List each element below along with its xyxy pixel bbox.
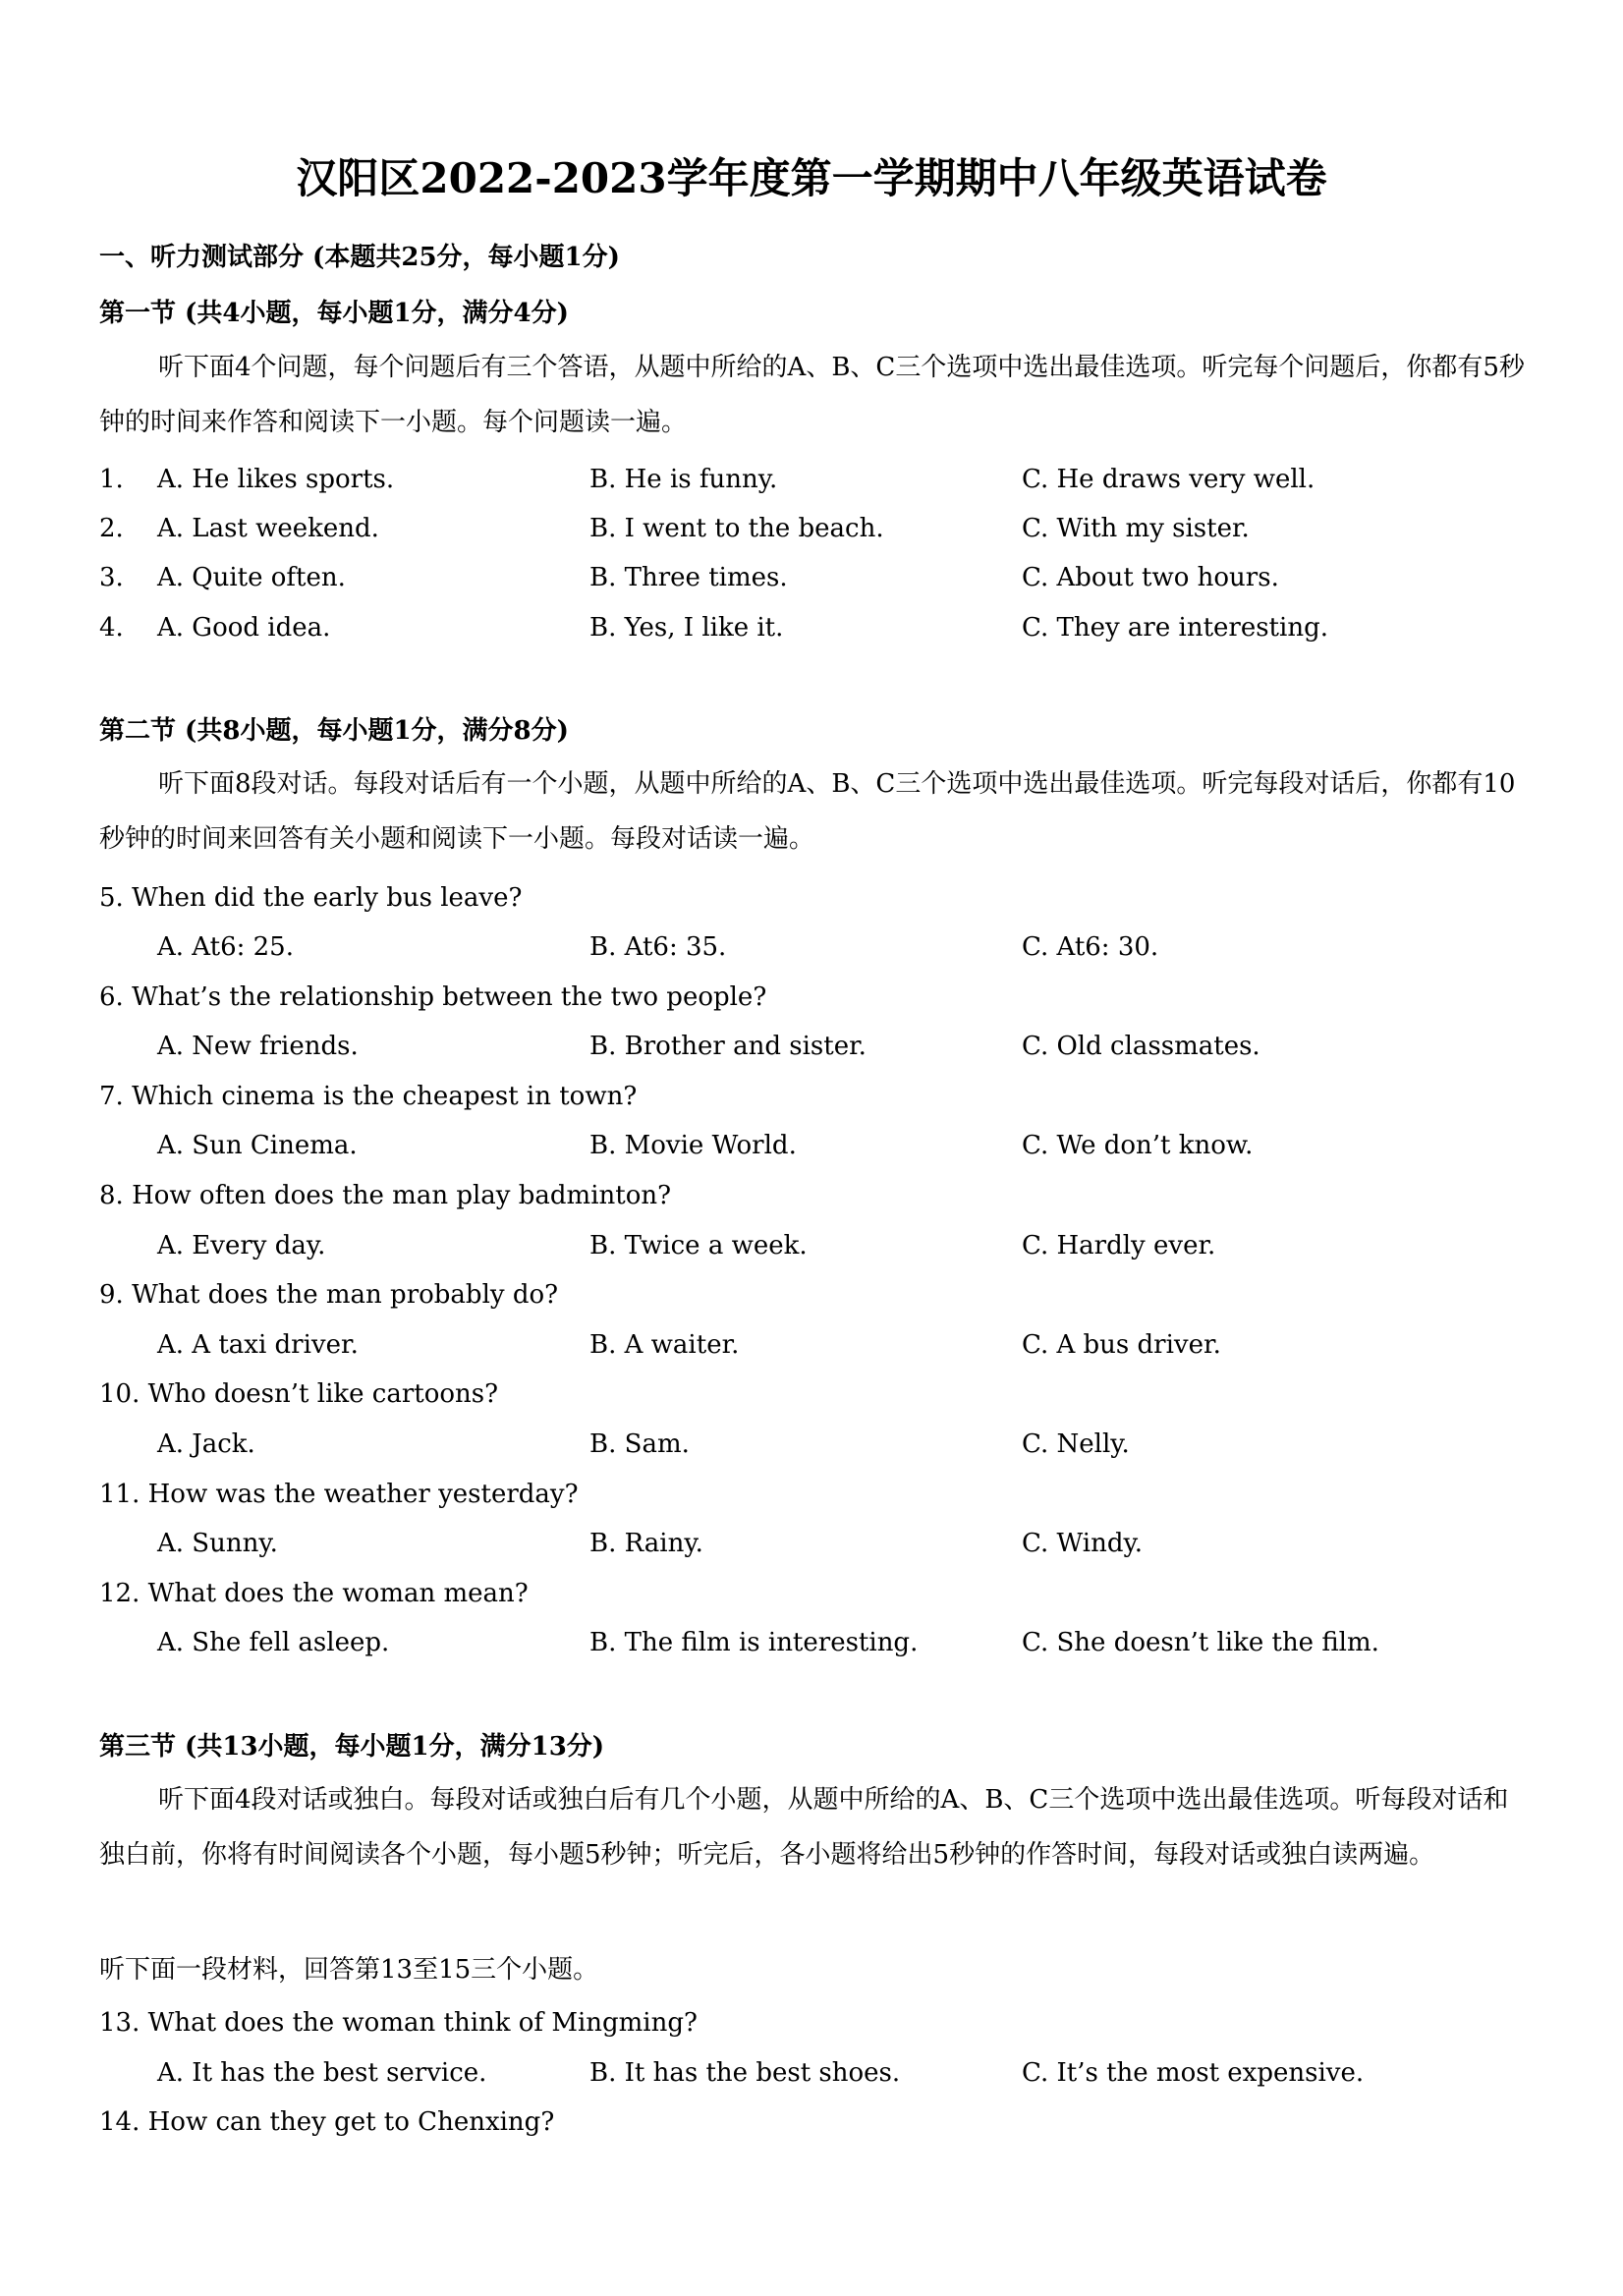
option-b: B. I went to the beach.	[589, 514, 884, 543]
option-b: B. Yes, I like it.	[589, 613, 784, 643]
option-b: B. He is funny.	[589, 465, 778, 494]
question-13: 13. What does the woman think of Mingming?	[99, 2008, 698, 2038]
material-note: 听下面一段材料，回答第13至15三个小题。	[99, 1955, 599, 1985]
option-c: C. He draws very well.	[1022, 465, 1315, 494]
option-a: A. Every day.	[157, 1231, 326, 1260]
options-12	[0, 1625, 1623, 1664]
option-c: C. A bus driver.	[1022, 1330, 1221, 1360]
question-number: 3.	[99, 563, 124, 592]
option-c: C. She doesn’t like the film.	[1022, 1628, 1379, 1657]
option-a: A. It has the best service.	[157, 2058, 487, 2088]
question-number: 4.	[99, 613, 124, 643]
section3-heading: 第三节 (共13小题，每小题1分，满分13分)	[99, 1732, 605, 1762]
options-10	[0, 1427, 1623, 1466]
option-a: A. Quite often.	[157, 563, 346, 592]
option-c: C. They are interesting.	[1022, 613, 1328, 643]
option-c: C. It’s the most expensive.	[1022, 2058, 1365, 2088]
option-b: B. A waiter.	[589, 1330, 740, 1360]
option-a: A. Sunny.	[157, 1529, 278, 1558]
question-14: 14. How can they get to Chenxing?	[99, 2107, 555, 2137]
option-b: B. Movie World.	[589, 1131, 797, 1160]
section3-instructions: 听下面4段对话或独白。每段对话或独白后有几个小题，从题中所给的A、B、C三个选项中选出最佳选项。听每段对话和独白前，你将有时间阅读各个小题，每小题5秒钟；听完后，各小题将给出5秒钟的作答时间，每段对话或独白读两遍。	[99, 1785, 1509, 1870]
question-number: 2.	[99, 514, 124, 543]
options-11	[0, 1526, 1623, 1565]
option-b: B. Twice a week.	[589, 1231, 808, 1260]
options-5	[0, 929, 1623, 969]
question-6: 6. What’s the relationship between the two people?	[99, 982, 767, 1012]
option-b: B. At6: 35.	[589, 932, 727, 962]
section1-instructions: 听下面4个问题，每个问题后有三个答语，从题中所给的A、B、C三个选项中选出最佳选项。听完每个问题后，你都有5秒钟的时间来作答和阅读下一小题。每个问题读一遍。	[99, 353, 1525, 437]
option-b: B. Brother and sister.	[589, 1032, 867, 1061]
question-row-2	[0, 511, 1623, 550]
option-c: C. At6: 30.	[1022, 932, 1159, 962]
question-9: 9. What does the man probably do?	[99, 1280, 559, 1310]
question-row-4	[0, 610, 1623, 649]
option-a: A. At6: 25.	[157, 932, 294, 962]
options-9	[0, 1327, 1623, 1367]
options-6	[0, 1029, 1623, 1068]
option-b: B. Rainy.	[589, 1529, 703, 1558]
question-10: 10. Who doesn’t like cartoons?	[99, 1379, 499, 1409]
question-row-3	[0, 560, 1623, 599]
question-8: 8. How often does the man play badminton?	[99, 1181, 672, 1210]
page-title: 汉阳区2022-2023学年度第一学期期中八年级英语试卷	[296, 154, 1327, 202]
option-c: C. Hardly ever.	[1022, 1231, 1216, 1260]
option-a: A. Jack.	[157, 1429, 255, 1459]
option-b: B. It has the best shoes.	[589, 2058, 901, 2088]
section1-heading: 第一节 (共4小题，每小题1分，满分4分)	[99, 299, 569, 328]
option-c: C. With my sister.	[1022, 514, 1250, 543]
option-c: C. Windy.	[1022, 1529, 1143, 1558]
option-c: C. About two hours.	[1022, 563, 1279, 592]
options-7	[0, 1128, 1623, 1167]
option-c: C. We don’t know.	[1022, 1131, 1254, 1160]
option-b: B. The film is interesting.	[589, 1628, 919, 1657]
section2-instructions: 听下面8段对话。每段对话后有一个小题，从题中所给的A、B、C三个选项中选出最佳选项。听完每段对话后，你都有10秒钟的时间来回答有关小题和阅读下一小题。每段对话读一遍。	[99, 769, 1516, 854]
section2-heading: 第二节 (共8小题，每小题1分，满分8分)	[99, 716, 569, 746]
option-c: C. Nelly.	[1022, 1429, 1130, 1459]
options-13	[0, 2055, 1623, 2095]
question-11: 11. How was the weather yesterday?	[99, 1480, 579, 1509]
option-a: A. Good idea.	[157, 613, 331, 643]
option-a: A. A taxi driver.	[157, 1330, 359, 1360]
question-7: 7. Which cinema is the cheapest in town?	[99, 1082, 638, 1111]
option-c: C. Old classmates.	[1022, 1032, 1260, 1061]
option-a: A. She fell asleep.	[157, 1628, 390, 1657]
option-b: B. Three times.	[589, 563, 788, 592]
option-a: A. He likes sports.	[157, 465, 395, 494]
question-number: 1.	[99, 465, 124, 494]
question-row-1	[0, 462, 1623, 501]
part1-heading: 一、听力测试部分 (本题共25分，每小题1分)	[99, 243, 620, 272]
option-a: A. Last weekend.	[157, 514, 379, 543]
question-12: 12. What does the woman mean?	[99, 1579, 529, 1608]
option-b: B. Sam.	[589, 1429, 690, 1459]
question-5: 5. When did the early bus leave?	[99, 883, 523, 913]
option-a: A. New friends.	[157, 1032, 359, 1061]
option-a: A. Sun Cinema.	[157, 1131, 358, 1160]
options-8	[0, 1228, 1623, 1267]
